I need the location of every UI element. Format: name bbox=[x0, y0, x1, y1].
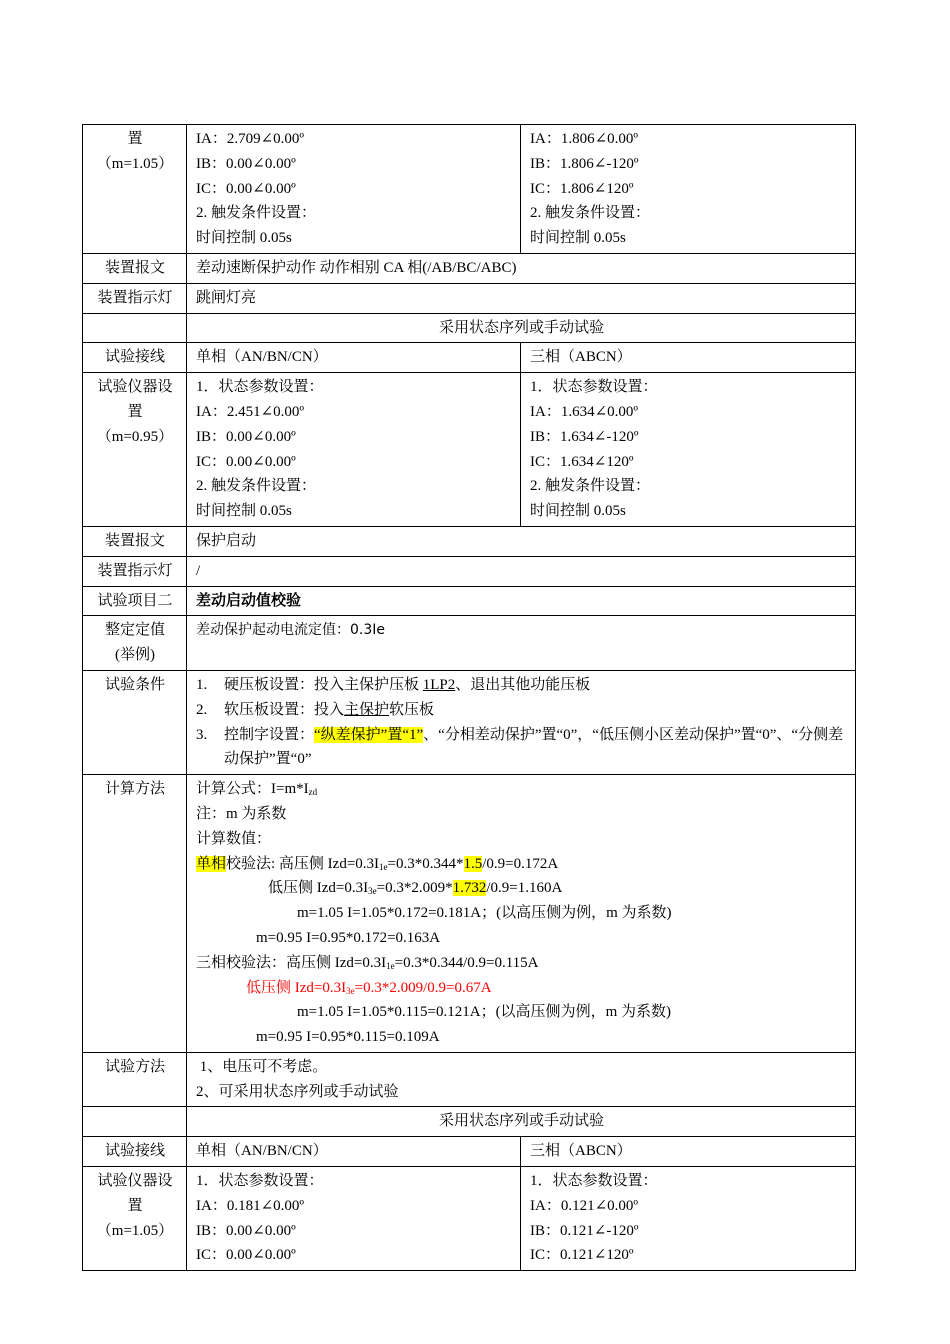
setting-line: IA：2.451∠0.00º bbox=[196, 403, 305, 420]
setting-line: IC：0.121∠120º bbox=[530, 1247, 634, 1264]
setting-line: IC：0.00∠0.00º bbox=[196, 1247, 296, 1264]
indicator-text: / bbox=[187, 556, 856, 586]
calc-line: 低压侧 $Izd=0.3I_{3e}=0.3*2.009*1.732/0.9=1.160A$ bbox=[268, 880, 563, 897]
setting-line: IB：0.121∠-120º bbox=[530, 1222, 639, 1239]
row-label bbox=[83, 373, 187, 527]
device-report-row bbox=[83, 526, 856, 556]
row-label bbox=[83, 125, 187, 254]
condition-item: 1. 硬压板设置：投入主保护压板 1LP2、退出其他功能压板 bbox=[196, 676, 591, 693]
setting-line: 时间控制 0.05s bbox=[530, 230, 626, 247]
row-label: 计算方法 bbox=[83, 775, 187, 1053]
test-method-row bbox=[83, 1052, 856, 1107]
method-header-row bbox=[83, 313, 856, 343]
row-label: 试验方法 bbox=[83, 1052, 187, 1107]
test-conditions-list bbox=[187, 670, 856, 774]
label-line: 试验仪器设 bbox=[97, 1173, 173, 1190]
method-header-text: 采用状态序列或手动试验 bbox=[187, 1107, 856, 1137]
setting-line: 2. 触发条件设置： bbox=[530, 478, 651, 495]
calculation-content bbox=[187, 775, 856, 1053]
empty-cell bbox=[83, 313, 187, 343]
test-procedure-table bbox=[82, 124, 856, 1271]
calc-line: m=0.95 I=0.95*0.115=0.109A bbox=[256, 1029, 440, 1046]
setting-line: IC：1.806∠120º bbox=[530, 180, 634, 197]
condition-item: 3. 控制字设置：“纵差保护”置“1”、“分相差动保护”置“0”，“低压侧小区差动保护”置“0”、“分侧差动保护”置“0” bbox=[196, 726, 844, 768]
calc-line-red: 低压侧 $Izd=0.3I_{3e}=0.3*2.009/0.9=0.67A$ bbox=[246, 979, 492, 996]
calc-line: m=1.05 I=1.05*0.115=0.121A；(以高压侧为例，m 为系数) bbox=[297, 1004, 671, 1021]
label-line: （m=0.95） bbox=[96, 428, 174, 445]
calculation-row bbox=[83, 775, 856, 1053]
setting-line: 2. 触发条件设置： bbox=[530, 205, 651, 222]
wiring-row bbox=[83, 1137, 856, 1167]
setting-line: IB：0.00∠0.00º bbox=[196, 155, 296, 172]
instrument-settings-row-m105-continued bbox=[83, 125, 856, 254]
label-line: 置 bbox=[127, 131, 143, 147]
setting-line: IA：1.634∠0.00º bbox=[530, 403, 639, 420]
calc-line: m=0.95 I=0.95*0.172=0.163A bbox=[256, 929, 441, 946]
test-item-title: 差动启动值校验 bbox=[187, 586, 856, 616]
test-item-row bbox=[83, 586, 856, 616]
test-conditions-row bbox=[83, 670, 856, 774]
label-line: (举例) bbox=[115, 647, 155, 664]
row-label: 装置报文 bbox=[83, 526, 187, 556]
label-line: 整定定值 bbox=[104, 622, 165, 639]
indicator-text: 跳闸灯亮 bbox=[187, 283, 856, 313]
setting-line: 1．状态参数设置： bbox=[196, 1173, 324, 1190]
setting-line: 时间控制 0.05s bbox=[196, 503, 292, 520]
calc-line: 单相校验法: 高压侧 $Izd=0.3I_{1e}=0.3*0.344*1.5/0.9=0.172A$ bbox=[196, 855, 559, 872]
three-phase-settings bbox=[521, 1167, 856, 1271]
condition-item: 2. 软压板设置：投入主保护软压板 bbox=[196, 701, 435, 718]
single-phase-settings bbox=[187, 373, 521, 527]
method-line: 1、电压可不考虑。 bbox=[196, 1058, 328, 1075]
method-header-text: 采用状态序列或手动试验 bbox=[187, 313, 856, 343]
setting-line: IA：1.806∠0.00º bbox=[530, 131, 639, 147]
setting-value-row bbox=[83, 616, 856, 671]
row-label bbox=[83, 1167, 187, 1271]
label-line: 试验仪器设 bbox=[97, 379, 173, 396]
setting-line: IB：0.00∠0.00º bbox=[196, 1222, 296, 1239]
setting-line: IA：0.181∠0.00º bbox=[196, 1197, 305, 1214]
setting-line: IB：1.806∠-120º bbox=[530, 155, 639, 172]
empty-cell bbox=[83, 1107, 187, 1137]
row-label: 试验接线 bbox=[83, 1137, 187, 1167]
setting-line: 1．状态参数设置： bbox=[530, 1173, 658, 1190]
three-phase-settings bbox=[521, 373, 856, 527]
row-label: 装置指示灯 bbox=[83, 283, 187, 313]
instrument-settings-row-m095 bbox=[83, 373, 856, 527]
setting-value-text: 差动保护起动电流定值：0.3Ie bbox=[187, 616, 856, 671]
note-line: 注：m 为系数 bbox=[196, 805, 287, 822]
test-method-content bbox=[187, 1052, 856, 1107]
setting-line: IC：0.00∠0.00º bbox=[196, 453, 296, 470]
indicator-row bbox=[83, 556, 856, 586]
setting-line: 时间控制 0.05s bbox=[530, 503, 626, 520]
setting-line: IA：0.121∠0.00º bbox=[530, 1197, 639, 1214]
row-label: 试验条件 bbox=[83, 670, 187, 774]
setting-line: IB：0.00∠0.00º bbox=[196, 428, 296, 445]
single-phase-wiring: 单相（AN/BN/CN） bbox=[187, 1137, 521, 1167]
setting-line: 2. 触发条件设置： bbox=[196, 478, 317, 495]
row-label: 试验项目二 bbox=[83, 586, 187, 616]
device-report-row bbox=[83, 253, 856, 283]
setting-line: 1．状态参数设置： bbox=[530, 379, 658, 396]
single-phase-settings bbox=[187, 1167, 521, 1271]
three-phase-wiring: 三相（ABCN） bbox=[521, 343, 856, 373]
formula-line: 计算公式：$I=m*I_{zd}$ bbox=[196, 781, 318, 798]
setting-line: IC：0.00∠0.00º bbox=[196, 180, 296, 197]
setting-line: IC：1.634∠120º bbox=[530, 453, 634, 470]
wiring-row bbox=[83, 343, 856, 373]
calc-line: 三相校验法：高压侧 $Izd=0.3I_{1e}=0.3*0.344/0.9=0.115A$ bbox=[196, 954, 539, 971]
row-label: 装置报文 bbox=[83, 253, 187, 283]
calc-line: m=1.05 I=1.05*0.172=0.181A；(以高压侧为例，m 为系数) bbox=[297, 905, 672, 922]
device-report-text: 保护启动 bbox=[187, 526, 856, 556]
row-label bbox=[83, 616, 187, 671]
method-line: 2、可采用状态序列或手动试验 bbox=[196, 1083, 399, 1100]
setting-line: IA：2.709∠0.00º bbox=[196, 131, 305, 147]
setting-line: 1．状态参数设置： bbox=[196, 379, 324, 396]
label-line: （m=1.05） bbox=[96, 155, 174, 172]
values-heading: 计算数值： bbox=[196, 830, 272, 847]
method-header-row bbox=[83, 1107, 856, 1137]
label-line: 置 bbox=[127, 403, 143, 420]
three-phase-settings bbox=[521, 125, 856, 254]
indicator-row bbox=[83, 283, 856, 313]
three-phase-wiring: 三相（ABCN） bbox=[521, 1137, 856, 1167]
setting-line: 时间控制 0.05s bbox=[196, 230, 292, 247]
label-line: （m=1.05） bbox=[96, 1222, 174, 1239]
device-report-text: 差动速断保护动作 动作相别 CA 相(/AB/BC/ABC) bbox=[187, 253, 856, 283]
setting-line: IB：1.634∠-120º bbox=[530, 428, 639, 445]
label-line: 置 bbox=[127, 1197, 143, 1214]
setting-line: 2. 触发条件设置： bbox=[196, 205, 317, 222]
instrument-settings-row-m105 bbox=[83, 1167, 856, 1271]
single-phase-wiring: 单相（AN/BN/CN） bbox=[187, 343, 521, 373]
row-label: 试验接线 bbox=[83, 343, 187, 373]
single-phase-settings bbox=[187, 125, 521, 254]
row-label: 装置指示灯 bbox=[83, 556, 187, 586]
